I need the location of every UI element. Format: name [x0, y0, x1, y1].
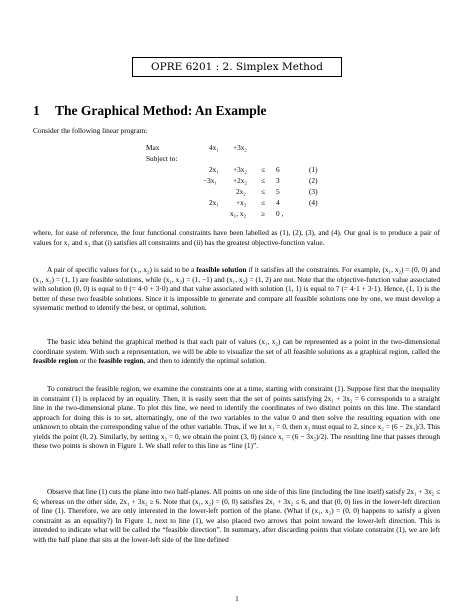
section-title: The Graphical Method: An Example: [55, 103, 267, 118]
c4-term-1: 2x₁: [209, 198, 219, 207]
linear-program: [146, 143, 336, 220]
c1-rhs: 6: [276, 165, 280, 174]
term-feasible-solution: feasible solution: [196, 265, 247, 274]
p3-text-pre: The basic idea behind the graphical method is that each pair of values (x₁, x₂) can be represented as a point in the two-dimensional coordinate system. With such a representation, we will be able to visualize the set of all feasible solutions as a graphical region, called the: [33, 337, 440, 356]
subject-to-label: Subject to:: [146, 154, 178, 163]
c3-tag: (3): [309, 187, 318, 196]
paragraph-basic-idea: [33, 337, 440, 366]
objective-label: Max: [146, 143, 160, 152]
section-heading: [33, 103, 267, 119]
c2-term-1: −3x₁: [203, 176, 217, 185]
c3-term-2: 2x₂: [236, 187, 246, 196]
c2-tag: (2): [309, 176, 318, 185]
objective-term-1: 4x₁: [209, 143, 219, 152]
c1-term-2: +3x₂: [233, 165, 247, 174]
c3-rhs: 5: [276, 187, 280, 196]
document-header-title: OPRE 6201 : 2. Simplex Method: [132, 57, 342, 77]
c4-relation: ≤: [261, 198, 266, 207]
p3-text-mid: or the: [78, 356, 99, 365]
paragraph-half-planes: Observe that line (1) cuts the plane into two half-planes. All points on one side of this line (including the line itself) satisfy 2x₁ + 3x₂ ≤ 6; whereas on the other side, 2x₁ + 3x₂ ≥ 6. Note that (x₁, x₂) = (0, 0) satisfies 2x₁ + 3x₂ ≤ 6, and that (0, 0) lies in the lower-left direction of line (1). Therefore, we are only interested in the lower-left portion of the plane. (What if (x₁, x₂) = (0, 0) happens to satisfy a given constraint as an equality?) In Figure 1, next to line (1), we also placed two arrows that point toward the lower-left direction. This is intended to indicate what will be called the “feasible direction”. In summary, after discarding points that violate constraint (1), we are left with the half plane that sits at the lower-left side of the line defined: [33, 487, 440, 544]
term-feasible-region-2: feasible region: [98, 356, 144, 365]
section-number: 1: [33, 103, 40, 118]
c2-rhs: 3: [276, 176, 280, 185]
term-feasible-region-1: feasible region: [33, 356, 79, 365]
nonneg-vars: x₁, x₂: [230, 209, 247, 218]
c2-relation: ≤: [261, 176, 266, 185]
nonneg-rhs: 0 ,: [276, 209, 284, 218]
c4-term-2: +x₂: [236, 198, 247, 207]
page-number: 1: [235, 594, 239, 603]
paragraph-construct-region: To construct the feasible region, we examine the constraints one at a time, starting with constraint (1). Suppose first that the inequality in constraint (1) is replaced by an equality. Then, it is easily seen that the set of points satisfying 2x₁ + 3x₂ = 6 corresponds to a straight line in the two-dimensional plane. To plot this line, we need to identify the coordinates of two distinct points on this line. The standard approach for doing this is to set, alternatingly, one of the two variables to the value 0 and then solve the resulting equation with one unknown to obtain the corresponding value of the other variable. Thus, if we let x₁ = 0, then x₂ must equal to 2, since x₂ = (6 − 2x₁)/3. This yields the point (0, 2). Similarly, by setting x₂ = 0, we obtain the point (3, 0) (since x₁ = (6 − 3x₂)/2). The resulting line that passes through these two points is shown in Figure 1. We shall refer to this line as “line (1)”.: [33, 384, 440, 450]
c4-tag: (4): [309, 198, 318, 207]
objective-term-2: +3x₂: [233, 143, 247, 152]
c1-tag: (1): [309, 165, 318, 174]
p3-text-post: , and then to identify the optimal solution.: [143, 356, 267, 365]
paragraph-feasible-solution: [33, 265, 440, 313]
c4-rhs: 4: [276, 198, 280, 207]
intro-paragraph: Consider the following linear program:: [33, 126, 148, 135]
nonneg-relation: ≥: [261, 209, 266, 218]
c2-term-2: +2x₂: [233, 176, 247, 185]
c3-relation: ≤: [261, 187, 266, 196]
p2-text-post: if it satisfies all the constraints. For example, (x₁, x₂) = (0, 0) and (x₁, x₂) = (1, 1) are feasible solutions, while (x₁, x₂) = (1, −1) and (x₁, x₂) = (1, 2) are not. Note that the objective-function value associated with solution (0, 0) is equal to 0 (= 4·0 + 3·0) and that value associated with solution (1, 1) is equal to 7 (= 4·1 + 3·1). Hence, (1, 1) is the better of these two feasible solutions. Since it is impossible to generate and compare all feasible solutions one by one, we must develop a systematic method to identify the best, or optimal, solution.: [33, 265, 440, 312]
c1-relation: ≤: [261, 165, 266, 174]
paragraph-constraints-labelled: where, for ease of reference, the four functional constraints have been labelled as (1), (2), (3), and (4). Our goal is to produce a pair of values for x₁ and x₂ that (i) satisfies all constraints and (ii) has the greatest objective-function value.: [33, 228, 440, 247]
c1-term-1: 2x₁: [209, 165, 219, 174]
p2-text-pre: A pair of specific values for (x₁, x₂) is said to be a: [47, 265, 197, 274]
